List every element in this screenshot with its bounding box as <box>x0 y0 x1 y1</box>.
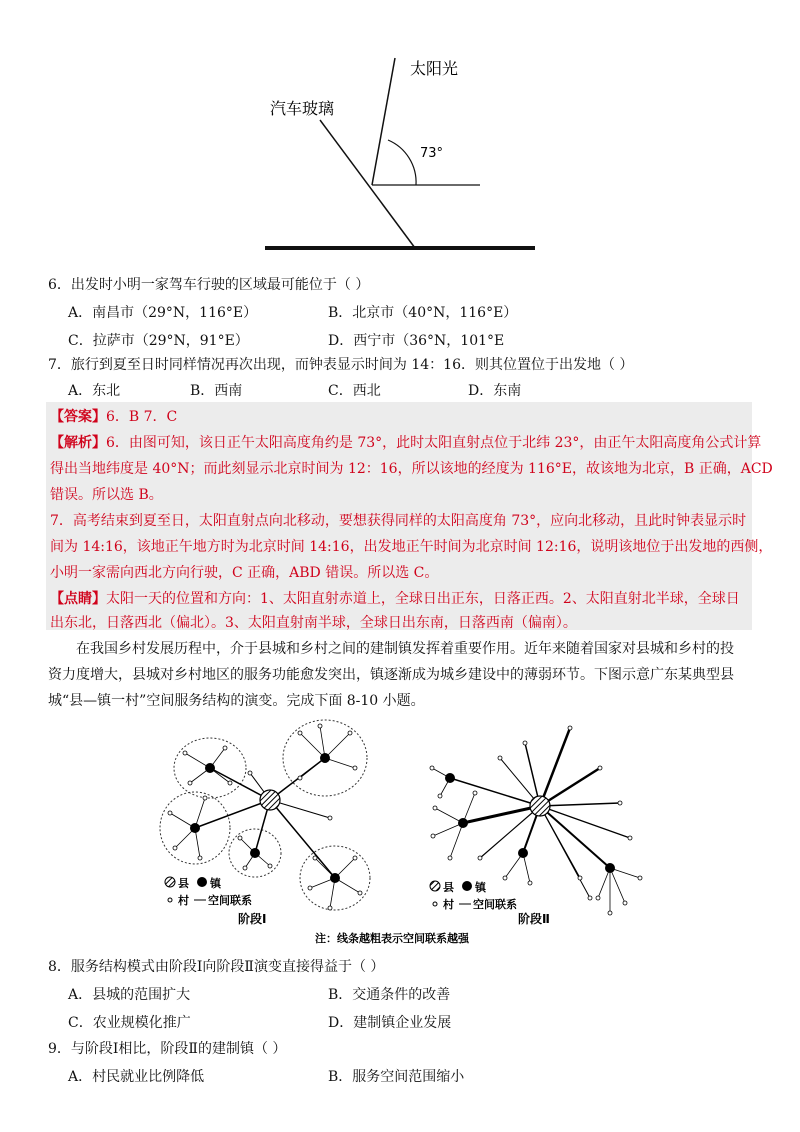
analysis-line-5: 间为 14:16，该地正午地方时为北京时间 14:16，出发地正午时间为北京时间 12:16，说明该地位于出发地的西侧， <box>50 539 773 555</box>
q9-option-b[interactable]: B．服务空间范围缩小 <box>328 1069 465 1085</box>
analysis-line-4: 7．高考结束到夏至日，太阳直射点向北移动，要想获得同样的太阳高度角 73°，应向北移动，且此时钟表显示时 <box>50 513 747 529</box>
sunlight-ray <box>372 58 395 185</box>
legend-county-1: 县 <box>178 877 189 890</box>
stage-2-network <box>430 726 642 915</box>
legend-link-2: 空间联系 <box>473 898 517 911</box>
answer-text: 6．B 7．C <box>106 409 178 425</box>
q7-option-b[interactable]: B．西南 <box>190 383 243 399</box>
q8-option-d[interactable]: D．建制镇企业发展 <box>328 1015 452 1031</box>
legend-village-1: 村 <box>178 894 189 907</box>
legend-village-2: 村 <box>443 898 454 911</box>
legend-town-2: 镇 <box>475 881 486 894</box>
passage-line-1: 在我国乡村发展历程中，介于县城和乡村之间的建制镇发挥着重要作用。近年来随着国家对县城和乡村的投 <box>76 641 734 657</box>
q6-stem: 6．出发时小明一家驾车行驶的区域最可能位于（ ） <box>48 277 370 293</box>
analysis-line-6: 小明一家需向西北方向行驶，C 正确，ABD 错误。所以选 C。 <box>50 565 439 581</box>
analysis-line-2: 得出当地纬度是 40°N；而此刻显示北京时间为 12：16，所以该地的经度为 116°E，故该地为北京，B 正确，ACD <box>50 461 773 477</box>
q6-option-a[interactable]: A．南昌市（29°N，116°E） <box>68 305 258 321</box>
tips-line-2: 出东北，日落西北（偏北）。3、太阳直射南半球，全球日出东南，日落西南（偏南）。 <box>50 615 577 631</box>
q8-option-a[interactable]: A．县城的范围扩大 <box>68 987 191 1003</box>
q7-option-c[interactable]: C．西北 <box>328 383 381 399</box>
legend-town-1: 镇 <box>210 877 221 890</box>
q7-option-a[interactable]: A．东北 <box>68 383 121 399</box>
q8-option-c[interactable]: C．农业规模化推广 <box>68 1015 191 1031</box>
legend-county-2: 县 <box>443 881 454 894</box>
stage-1-label: 阶段Ⅰ <box>238 912 267 926</box>
analysis-line-1: 【解析】6．由图可知，该日正午太阳高度角约是 73°，此时太阳直射点位于北纬 23°，由正午太阳高度角公式计算 <box>50 435 762 451</box>
answer-line <box>50 406 177 426</box>
q6-option-d[interactable]: D．西宁市（36°N，101°E <box>328 333 505 349</box>
tips-tag: 【点睛】 <box>50 591 106 607</box>
q8-stem: 8．服务结构模式由阶段Ⅰ向阶段Ⅱ演变直接得益于（ ） <box>48 959 385 975</box>
glass-label: 汽车玻璃 <box>270 99 335 118</box>
q9-stem: 9．与阶段Ⅰ相比，阶段Ⅱ的建制镇（ ） <box>48 1041 287 1057</box>
sunlight-label: 太阳光 <box>410 59 459 78</box>
q6-option-c[interactable]: C．拉萨市（29°N，91°E） <box>68 333 249 349</box>
stage-2-label: 阶段Ⅱ <box>518 912 550 926</box>
answer-tag: 【答案】 <box>50 409 106 425</box>
figure-note: 注：线条越粗表示空间联系越强 <box>315 932 469 945</box>
stage-1-network <box>160 720 370 910</box>
sun-angle-figure <box>250 40 550 260</box>
legend-stage-1 <box>165 876 252 907</box>
answer-analysis-block <box>46 402 773 631</box>
q7-stem: 7．旅行到夏至日时同样情况再次出现，而钟表显示时间为 14：16．则其位置位于出发地（ ） <box>48 357 634 373</box>
q6-option-b[interactable]: B．北京市（40°N，116°E） <box>328 305 518 321</box>
angle-arc <box>388 140 416 185</box>
tips-line-1: 【点睛】太阳一天的位置和方向：1、太阳直射赤道上，全球日出正东，日落正西。2、太阳直射北半球，全球日 <box>50 591 740 607</box>
car-glass-line <box>320 120 415 248</box>
angle-label: 73° <box>420 146 444 161</box>
q9-option-a[interactable]: A．村民就业比例降低 <box>68 1069 205 1085</box>
legend-stage-2 <box>430 880 517 911</box>
analysis-tag: 【解析】 <box>50 435 106 451</box>
q7-option-d[interactable]: D．东南 <box>468 383 522 399</box>
analysis-line-3: 错误。所以选 B。 <box>50 487 163 503</box>
q8-option-b[interactable]: B．交通条件的改善 <box>328 987 451 1003</box>
passage-line-3: 城“县—镇一村”空间服务结构的演变。完成下面 8-10 小题。 <box>48 693 425 709</box>
network-figure <box>150 718 650 948</box>
legend-link-1: 空间联系 <box>208 894 252 907</box>
passage-line-2: 资力度增大，县城对乡村地区的服务功能愈发突出，镇逐渐成为城乡建设中的薄弱环节。下图示意广东某典型县 <box>48 667 734 683</box>
